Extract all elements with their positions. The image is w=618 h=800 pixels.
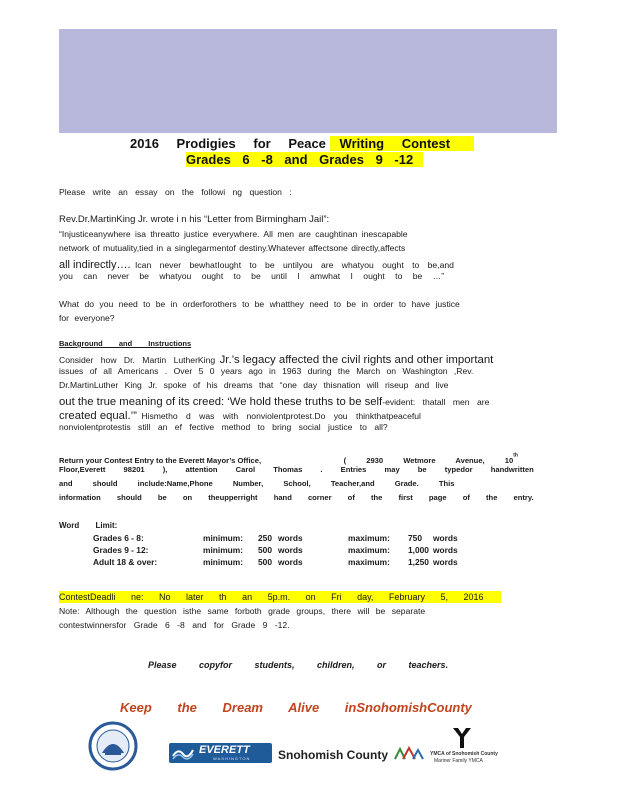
row-max-label: maximum:	[348, 557, 390, 567]
everett-sub: WASHINGTON	[213, 756, 251, 761]
word-limit-label: Word Limit:	[59, 521, 118, 530]
background-line-1b: Jr.’s legacy affected the civil rights and other important	[219, 354, 494, 366]
background-heading: Background and Instructions	[59, 339, 192, 348]
row-min-label: minimum:	[203, 533, 244, 543]
row-max: 1,250	[408, 557, 429, 567]
background-line-5a: created equal.’”	[59, 410, 137, 422]
seal-icon	[88, 721, 138, 771]
mountains-icon	[394, 745, 424, 761]
quote-line-2: network of mutuality,tied in a singlegarmentof destiny.Whatever affectsone directly,affects	[59, 243, 406, 253]
row-group: Grades 9 - 12:	[93, 545, 149, 555]
title-line-1	[130, 136, 474, 151]
tagline: Keep the Dream Alive inSnohomishCounty	[120, 700, 472, 715]
return-line-2: Floor,Everett 98201 ), attention Carol Thomas . Entries may be typedor handwritten	[59, 465, 534, 474]
row-min: 500	[258, 557, 272, 567]
return-line-1a: Return your Contest Entry to the Everett Mayor’s Office,	[59, 456, 262, 465]
word-limit-table	[93, 532, 458, 568]
row-max: 750	[408, 533, 422, 543]
quote-line-3a: all indirectly….	[59, 259, 131, 271]
row-min-unit: words	[278, 533, 303, 543]
copy-note: Please copyfor students, children, or teachers.	[148, 660, 449, 670]
question-line-1: What do you need to be in orderforothers to be whatthey need to be in order to have justice	[59, 299, 460, 309]
title-line-2: Grades 6 -8 and Grades 9 -12	[186, 152, 423, 167]
background-line-3: Dr.MartinLuther King Jr. spoke of his dreams that “one day thisnation will riseup and live	[59, 380, 449, 390]
return-sup: th	[513, 452, 518, 459]
row-max: 1,000	[408, 545, 429, 555]
background-line-5b: Hismetho d was with nonviolentprotest.Do you thinkthatpeaceful	[141, 411, 421, 421]
word-limit-row	[93, 544, 458, 556]
row-min-label: minimum:	[203, 557, 244, 567]
everett-logo	[169, 743, 272, 763]
row-min-unit: words	[278, 557, 303, 567]
row-max-unit: words	[433, 557, 458, 567]
intro-text: Please write an essay on the followi ng question :	[59, 187, 292, 197]
background-line-2: issues of all Americans . Over 5 0 years ago in 1963 during the March on Washington ,Rev.	[59, 366, 474, 376]
quote-heading: Rev.Dr.MartinKing Jr. wrote i n his “Letter from Birmingham Jail”:	[59, 214, 330, 225]
deadline-note-2: contestwinnersfor Grade 6 -8 and for Grade 9 -12.	[59, 620, 290, 630]
ymca-text-2: Mariner Family YMCA	[434, 758, 483, 764]
quote-line-3b: Ican never bewhatIought to be untilyou are whatyou ought to be,and	[134, 260, 454, 270]
row-min-label: minimum:	[203, 545, 244, 555]
header-banner	[59, 29, 557, 133]
title-part-b: Writing Contest	[330, 136, 475, 151]
word-limit-row	[93, 532, 458, 544]
snohomish-county-logo: Snohomish County	[278, 748, 388, 762]
title-part-a: 2016 Prodigies for Peace	[130, 136, 326, 151]
row-max-label: maximum:	[348, 533, 390, 543]
ymca-logo	[430, 727, 500, 787]
row-group: Grades 6 - 8:	[93, 533, 144, 543]
return-line-4: information should be on theupperright hand corner of the first page of the entry.	[59, 493, 534, 502]
ymca-y-icon	[452, 727, 472, 749]
row-max-unit: words	[433, 545, 458, 555]
question-line-2: for everyone?	[59, 313, 115, 323]
row-group: Adult 18 & over:	[93, 557, 158, 567]
row-min: 250	[258, 533, 272, 543]
background-line-4a: out the true meaning of its creed: ‘We hold these truths to be self	[59, 396, 383, 408]
row-min-unit: words	[278, 545, 303, 555]
word-limit-row	[93, 556, 458, 568]
quote-line-1: “Injusticeanywhere isa threatto justice everywhere. All men are caughtinan inescapable	[59, 229, 408, 239]
mlk-seal-logo	[88, 721, 138, 771]
row-min: 500	[258, 545, 272, 555]
row-max-label: maximum:	[348, 545, 390, 555]
return-line-1b: ( 2930 Wetmore Avenue, 10	[343, 456, 514, 465]
wave-icon	[172, 746, 194, 760]
background-line-4b: -evident: thatall men are	[382, 397, 490, 407]
quote-line-4: you can never be whatyou ought to be until I amwhat I ought to be …”	[59, 271, 445, 281]
deadline-line: ContestDeadli ne: No later th an 5p.m. on Fri day, February 5, 2016	[59, 591, 501, 603]
deadline-note-1: Note: Although the question isthe same forboth grade groups, there will be separate	[59, 606, 426, 616]
background-line-6: nonviolentprotestis still an ef fective method to bring social justice to all?	[59, 422, 388, 432]
background-line-1a: Consider how Dr. Martin LutherKing	[59, 355, 216, 365]
ymca-text-1: YMCA of Snohomish County	[430, 751, 498, 757]
everett-name: EVERETT	[199, 744, 250, 756]
row-max-unit: words	[433, 533, 458, 543]
return-line-3: and should include:Name,Phone Number, School, Teacher,and Grade. This	[59, 479, 455, 488]
